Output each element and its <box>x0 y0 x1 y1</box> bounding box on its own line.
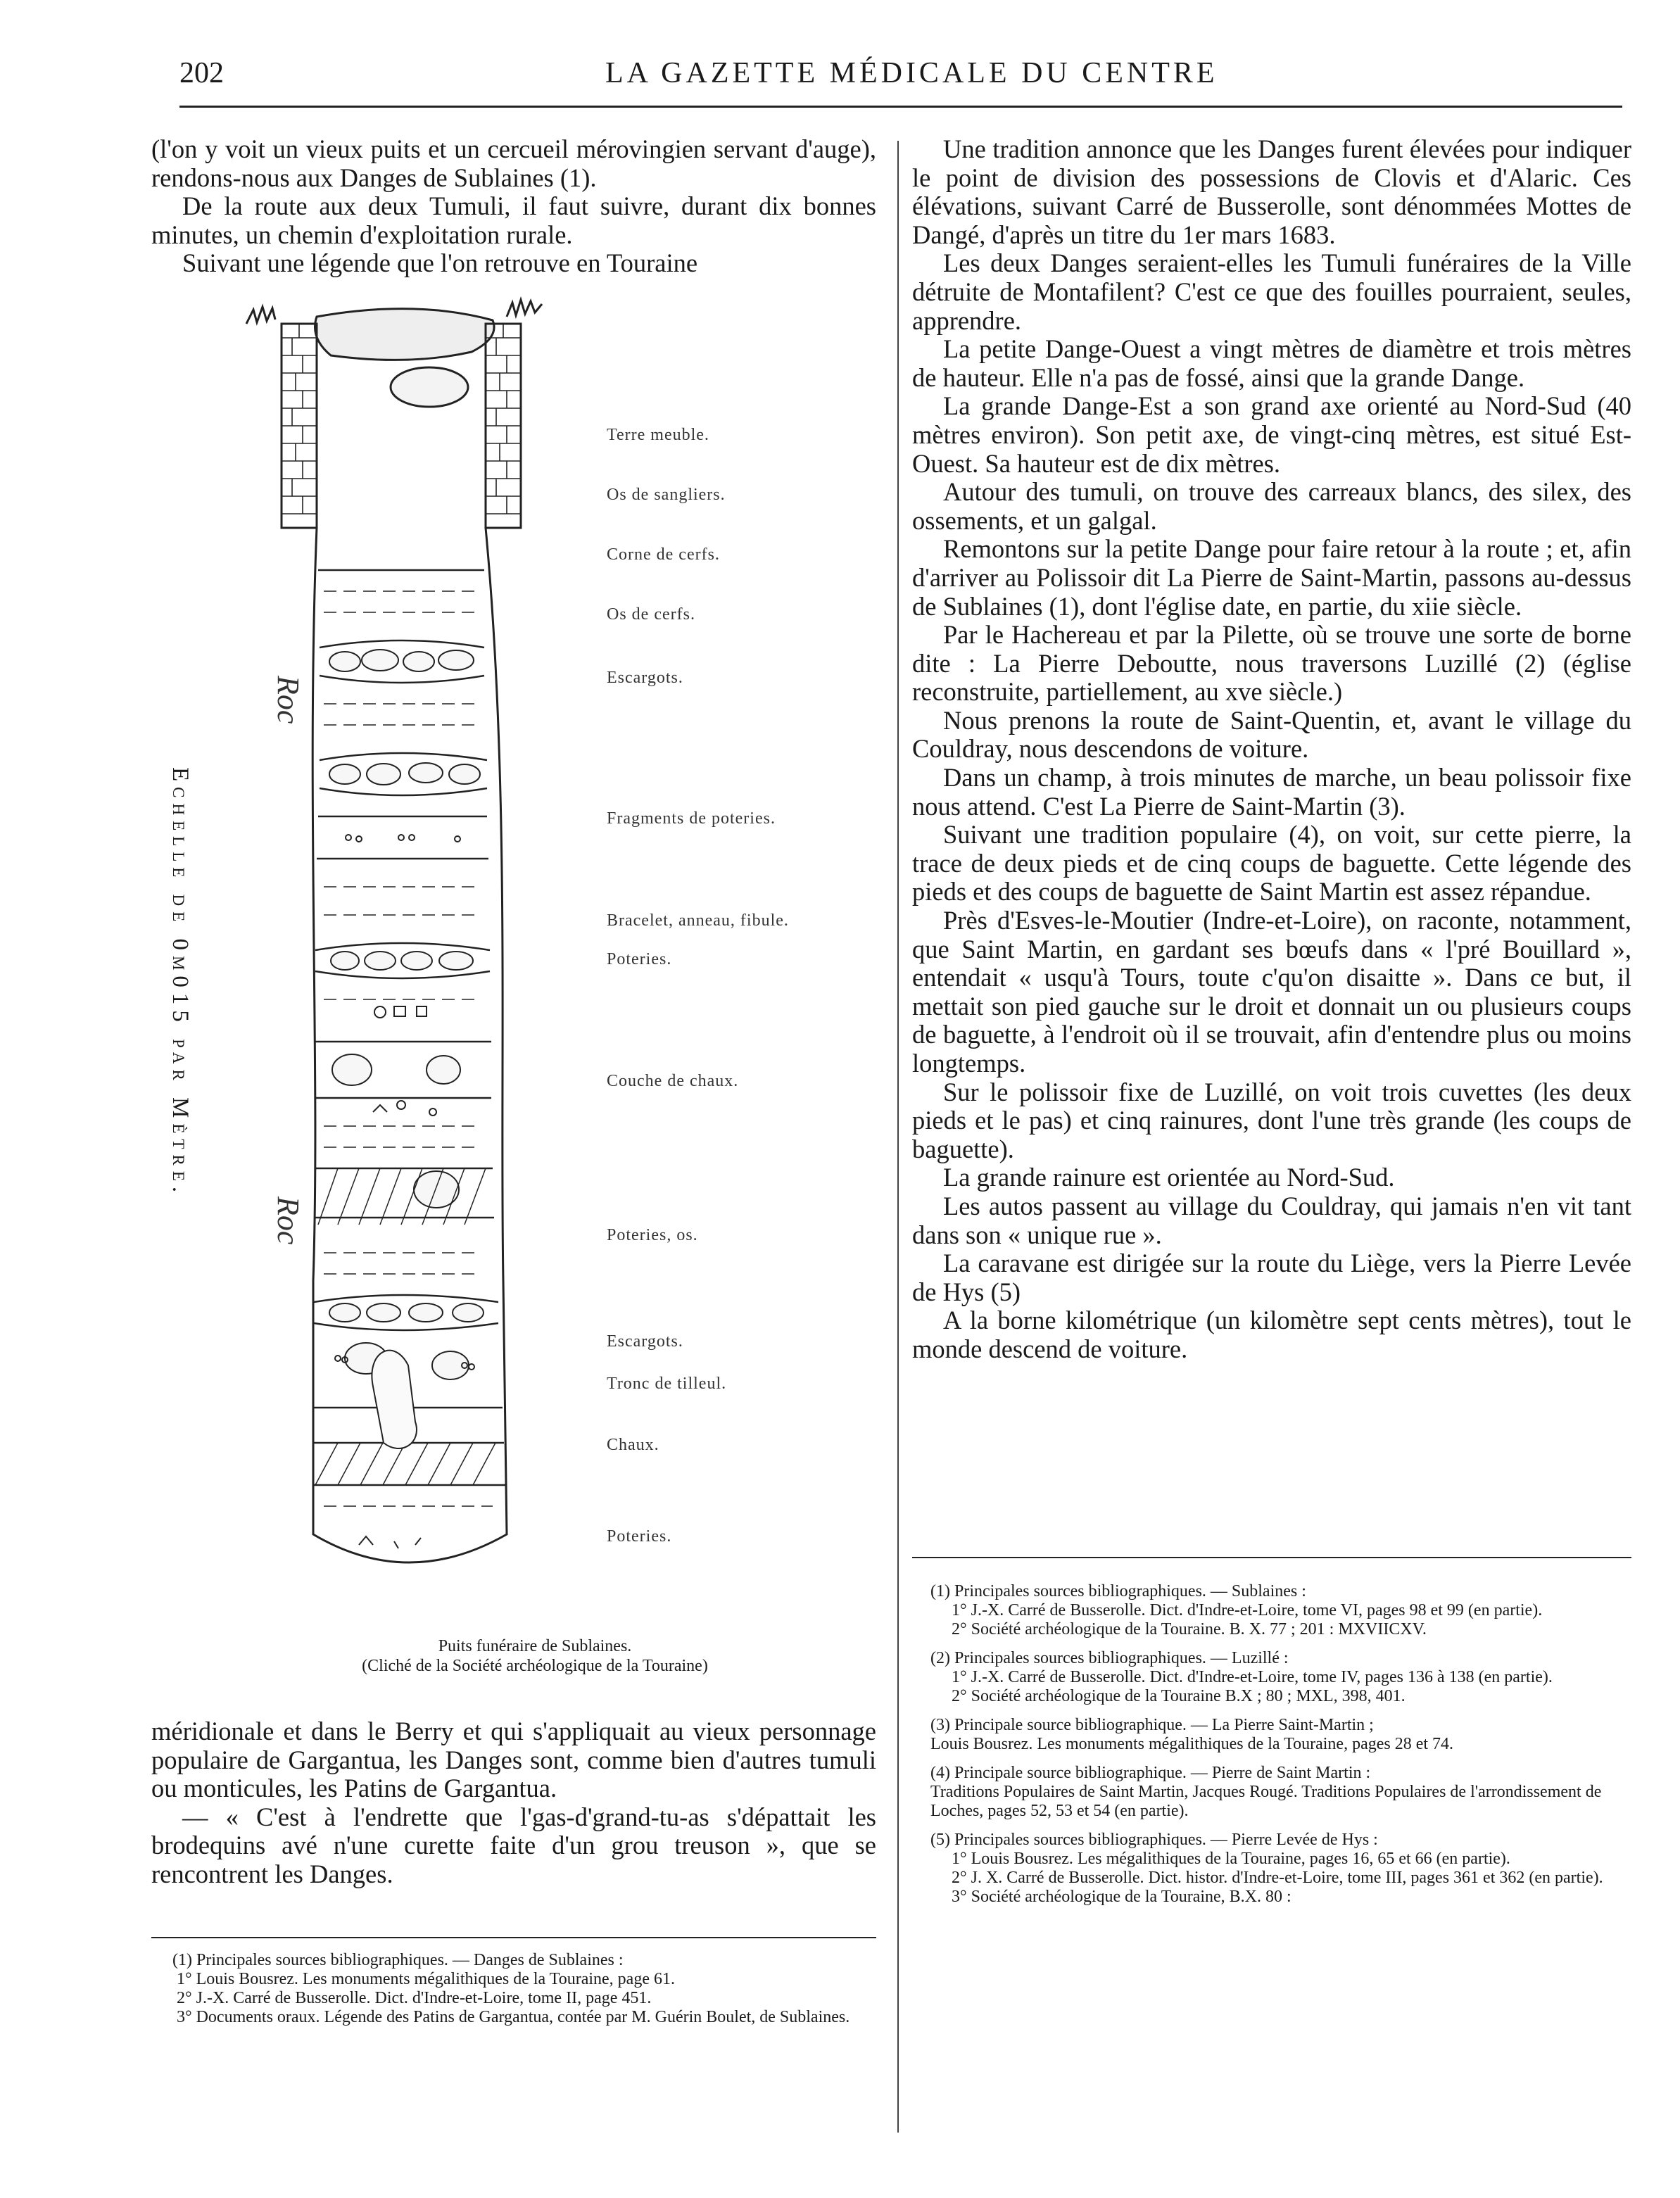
paragraph: Suivant une tradition populaire (4), on voit, sur cette pierre, la trace de deux pieds et de cinq coups de baguette. Cette légende des pieds et des coups de baguette de Saint Martin est assez répandue. <box>912 820 1631 907</box>
well-diagram <box>232 296 605 1612</box>
figure-caption <box>267 1636 802 1676</box>
paragraph: A la borne kilométrique (un kilomètre sept cents mètres), tout le monde descend de voiture. <box>912 1306 1631 1363</box>
paragraph: Les autos passent au village du Couldray, qui jamais n'en vit tant dans son « unique rue ». <box>912 1191 1631 1249</box>
footnote-item: Traditions Populaires de Saint Martin, Jacques Rougé. Traditions Populaires de l'arrondissement de Loches, pages 52, 53 et 54 (en partie). <box>930 1783 1602 1820</box>
layer-label: Escargots. <box>607 669 683 687</box>
footnote-item: Louis Bousrez. Les monuments mégalithiques de la Touraine, pages 28 et 74. <box>930 1735 1454 1753</box>
paragraph: Par le Hachereau et par la Pilette, où se trouve une sorte de borne dite : La Pierre Deboutte, nous traversons Luzillé (2) (église reconstruite, partiellement, au xve siècle.) <box>912 620 1631 707</box>
footnote-head: (1) Principales sources bibliographiques. — Sublaines : <box>930 1582 1306 1600</box>
paragraph: Remontons sur la petite Dange pour faire retour à la route ; et, afin d'arriver au Polissoir dit La Pierre de Saint-Martin, passons au-dessus de Sublaines (1), dont l'église date, en partie, du xiie siècle. <box>912 534 1631 621</box>
page-number: 202 <box>179 57 224 89</box>
left-footnotes <box>151 1951 876 2027</box>
footnote-item: 1° Louis Bousrez. Les monuments mégalithiques de la Touraine, page 61. <box>177 1970 675 1988</box>
layer-label: Poteries. <box>607 1527 672 1546</box>
scale-label: Echelle de 0m015 par Mètre. <box>168 767 193 1199</box>
layer-label: Escargots. <box>607 1332 683 1351</box>
layer-label: Poteries. <box>607 950 672 968</box>
layer-label: Fragments de poteries. <box>607 809 776 828</box>
footnote-item: 1° J.-X. Carré de Busserolle. Dict. d'Indre-et-Loire, tome IV, pages 136 à 138 (en partie). <box>952 1668 1553 1686</box>
footnote-rule <box>912 1557 1631 1558</box>
footnote-item: 2° J.-X. Carré de Busserolle. Dict. d'Indre-et-Loire, tome II, page 451. <box>177 1989 652 2007</box>
paragraph: La grande rainure est orientée au Nord-Sud. <box>943 1163 1395 1192</box>
footnote-head: (4) Principale source bibliographique. — Pierre de Saint Martin : <box>930 1764 1371 1782</box>
paragraph: Suivant une légende que l'on retrouve en Touraine <box>182 248 698 278</box>
paragraph: Une tradition annonce que les Danges furent élevées pour indiquer le point de division des possessions de Clovis et d'Alaric. Ces élévations, suivant Carré de Busserolle, sont dénommées Mottes de Dangé, d'après un titre du 1er mars 1683. <box>912 134 1631 249</box>
paragraph: La petite Dange-Ouest a vingt mètres de diamètre et trois mètres de hauteur. Elle n'a pas de fossé, ainsi que la grande Dange. <box>912 334 1631 392</box>
header-rule <box>179 106 1622 108</box>
paragraph: — « C'est à l'endrette que l'gas-d'grand-tu-as s'dépattait les brodequins avé n'une curette faite d'un grou treuson », que se rencontrent les Danges. <box>151 1802 876 1888</box>
left-column-bottom <box>151 1717 876 1889</box>
paragraph: De la route aux deux Tumuli, il faut suivre, durant dix bonnes minutes, un chemin d'exploitation rurale. <box>151 191 876 249</box>
layer-label: Poteries, os. <box>607 1226 698 1244</box>
paragraph: Nous prenons la route de Saint-Quentin, et, avant le village du Couldray, nous descendons de voiture. <box>912 705 1631 764</box>
right-footnotes <box>912 1582 1631 1907</box>
paragraph: Sur le polissoir fixe de Luzillé, on voit trois cuvettes (les deux pieds et le pas) et cinq rainures, dont l'une très grande (les coups de baguette). <box>912 1077 1631 1163</box>
footnote-item: 2° J. X. Carré de Busserolle. Dict. histor. d'Indre-et-Loire, tome III, pages 361 et 362 (en partie). <box>952 1869 1603 1887</box>
column-divider <box>897 141 899 2133</box>
footnote-item: 1° J.-X. Carré de Busserolle. Dict. d'Indre-et-Loire, tome VI, pages 98 et 99 (en partie). <box>952 1601 1543 1619</box>
roc-label: Roc <box>271 676 305 724</box>
footnote-item: 3° Documents oraux. Légende des Patins de Gargantua, contée par M. Guérin Boulet, de Sublaines. <box>177 2008 850 2026</box>
roc-label: Roc <box>271 1196 305 1245</box>
footnote-item: 1° Louis Bousrez. Les mégalithiques de la Touraine, pages 16, 65 et 66 (en partie). <box>952 1850 1510 1868</box>
layer-label: Couche de chaux. <box>607 1072 739 1090</box>
layer-label: Bracelet, anneau, fibule. <box>607 911 789 930</box>
caption-title: Puits funéraire de Sublaines. <box>438 1637 632 1655</box>
paragraph: La grande Dange-Est a son grand axe orienté au Nord-Sud (40 mètres environ). Son petit axe, de vingt-cinq mètres, est situé Est-Ouest. Sa hauteur est de dix mètres. <box>912 391 1631 478</box>
footnote-head: (5) Principales sources bibliographiques. — Pierre Levée de Hys : <box>930 1831 1378 1849</box>
footnote-head: (2) Principales sources bibliographiques. — Luzillé : <box>930 1649 1289 1667</box>
footnote-item: 2° Société archéologique de la Touraine B.X ; 80 ; MXL, 398, 401. <box>952 1687 1406 1705</box>
layer-label: Corne de cerfs. <box>607 545 720 564</box>
layer-label: Tronc de tilleul. <box>607 1375 727 1393</box>
footnote-item: 2° Société archéologique de la Touraine. B. X. 77 ; 201 : MXVIICXV. <box>952 1620 1427 1638</box>
paragraph: méridionale et dans le Berry et qui s'appliquait au vieux personnage populaire de Gargantua, les Danges sont, comme bien d'autres tumuli ou monticules, les Patins de Gargantua. <box>151 1717 876 1803</box>
footnote-item: 3° Société archéologique de la Touraine, B.X. 80 : <box>952 1888 1291 1906</box>
caption-credit: (Cliché de la Société archéologique de la Touraine) <box>362 1657 708 1675</box>
paragraph: Dans un champ, à trois minutes de marche, un beau polissoir fixe nous attend. C'est La Pierre de Saint-Martin (3). <box>912 763 1631 821</box>
layer-label: Os de cerfs. <box>607 605 695 624</box>
paragraph: La caravane est dirigée sur la route du Liège, vers la Pierre Levée de Hys (5) <box>912 1249 1631 1306</box>
layer-label: Os de sangliers. <box>607 486 726 504</box>
paragraph: Autour des tumuli, on trouve des carreaux blancs, des silex, des ossements, et un galgal. <box>912 477 1631 535</box>
right-column <box>912 135 1631 1364</box>
footnote-rule <box>151 1937 876 1938</box>
paragraph: (l'on y voit un vieux puits et un cercueil mérovingien servant d'auge), rendons-nous aux Danges de Sublaines (1). <box>151 134 876 192</box>
scale-label-vertical <box>168 767 193 1199</box>
paragraph: Les deux Danges seraient-elles les Tumuli funéraires de la Ville détruite de Montafilent? C'est ce que des fouilles pourraient, seules, apprendre. <box>912 248 1631 335</box>
left-column-top <box>151 135 876 278</box>
journal-title: LA GAZETTE MÉDICALE DU CENTRE <box>605 57 1218 89</box>
layer-label: Terre meuble. <box>607 426 709 444</box>
layer-label: Chaux. <box>607 1436 659 1454</box>
paragraph: Près d'Esves-le-Moutier (Indre-et-Loire), on raconte, notamment, que Saint Martin, en gardant ses bœufs dans « l'pré Bouillard », entendait « usqu'à Tours, toute c'qu'on disaitte ». Dans ce but, il mettait son pied gauche sur le droit et donnait un ou plusieurs coups de baguette, à l'endroit où il se trouvait, afin d'entendre plus ou moins longtemps. <box>912 906 1631 1078</box>
footnote-head: (1) Principales sources bibliographiques. — Danges de Sublaines : <box>172 1951 624 1969</box>
footnote-head: (3) Principale source bibliographique. — La Pierre Saint-Martin ; <box>930 1716 1374 1734</box>
